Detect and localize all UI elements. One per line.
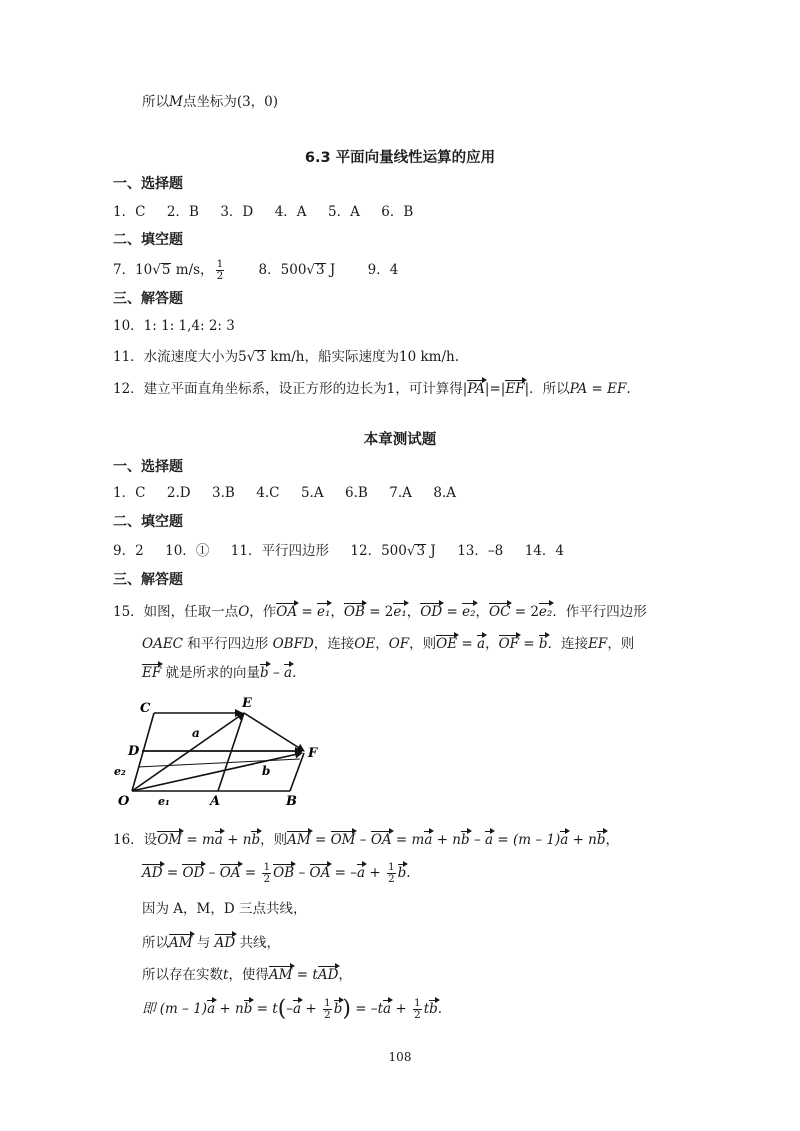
- text: –: [204, 865, 220, 882]
- vector-od: OD: [420, 604, 443, 620]
- text: + n: [568, 832, 597, 848]
- text: .: [626, 381, 631, 397]
- label-a: A: [210, 794, 221, 809]
- text: OE: [354, 636, 376, 652]
- vector-b: b: [251, 832, 261, 848]
- sqrt-sign: √: [406, 543, 416, 559]
- page-number: 108: [388, 1050, 412, 1064]
- q16-line-3: 因为 A，M，D 三点共线，: [142, 901, 307, 917]
- radicand: 3: [256, 349, 265, 365]
- numerator: 1: [263, 861, 271, 873]
- vector-pa: PA: [467, 381, 485, 397]
- text: 所以存在实数: [142, 967, 223, 983]
- text: ，: [605, 832, 620, 848]
- vector-e2: e₂: [538, 604, 553, 620]
- text: .: [406, 865, 411, 882]
- text: =: [310, 832, 331, 848]
- answer-12: [113, 380, 631, 397]
- fill-answers: [113, 544, 564, 559]
- text: .: [437, 1001, 443, 1018]
- q16-line-6: [142, 998, 442, 1021]
- text: ，使得: [228, 967, 269, 983]
- fraction-half: [323, 998, 332, 1021]
- vector-of: OF: [498, 636, 520, 652]
- answer-11: [113, 350, 459, 365]
- text: = m: [182, 832, 215, 848]
- choice-answers: 1．C 2．B 3．D 4．A 5．A 6．B: [113, 204, 414, 220]
- vector-b: b: [333, 1001, 343, 1018]
- vector-oa: OA: [219, 865, 241, 882]
- label-vector-a: a: [192, 726, 200, 740]
- text: ，: [475, 604, 490, 620]
- fraction-half: [413, 998, 422, 1021]
- sqrt-sign: √: [152, 262, 161, 279]
- vector-a: a: [560, 832, 569, 848]
- denominator: 2: [414, 1009, 421, 1022]
- vector-b: b: [260, 665, 269, 681]
- heading-fill: 二、填空题: [113, 514, 183, 530]
- vector-oa: OA: [276, 604, 298, 620]
- vector-a: a: [383, 1001, 392, 1018]
- radicand: 3: [416, 543, 426, 559]
- text: ．连接: [547, 636, 589, 652]
- vector-am: AM: [169, 935, 193, 951]
- vector-ad: AD: [317, 967, 339, 983]
- text: 15．如图，任取一点: [113, 604, 239, 620]
- text: J 13．–8 14．4: [426, 543, 564, 559]
- text: =: [162, 865, 183, 882]
- vector-oa: OA: [309, 865, 331, 882]
- text: OF: [388, 636, 410, 652]
- vector-ef: EF: [142, 665, 162, 681]
- text: 12．建立平面直角坐标系，设正方形的边长为1，可计算得|: [113, 381, 468, 397]
- vector-a: a: [485, 832, 494, 848]
- numerator: 1: [216, 258, 224, 270]
- heading-choice: 一、选择题: [113, 459, 183, 475]
- text: |．所以: [524, 381, 570, 397]
- point-m: M: [169, 94, 183, 110]
- heading-choice: 一、选择题: [113, 176, 183, 192]
- text: ，则: [607, 636, 635, 652]
- vector-a: a: [214, 832, 223, 848]
- text: ，: [485, 636, 499, 652]
- sqrt-sign: √: [246, 349, 256, 365]
- q16-line-4: [142, 934, 280, 951]
- vector-a: a: [293, 1001, 302, 1018]
- label-c: C: [140, 701, 151, 716]
- text: = 2: [510, 604, 539, 620]
- sqrt-sign: √: [306, 262, 316, 279]
- vector-od: OD: [182, 865, 205, 882]
- fraction-half: [387, 862, 396, 885]
- text: ，则: [409, 636, 437, 652]
- vector-ad: AD: [142, 865, 163, 882]
- fraction-half: [262, 862, 271, 885]
- text: =: [457, 636, 478, 652]
- vector-e2: e₂: [462, 604, 476, 620]
- text: 9．2 10．① 11．平行四边形 12．500: [113, 543, 407, 559]
- text: 9．4: [367, 262, 399, 279]
- text: +: [391, 1001, 411, 1018]
- heading-solve: 三、解答题: [113, 572, 183, 588]
- label-e1: e₁: [158, 795, 170, 808]
- text: 和平行四边形: [183, 636, 273, 652]
- vector-ad: AD: [214, 935, 236, 951]
- text: = 2: [364, 604, 394, 620]
- text: 即 (m – 1): [142, 1001, 208, 1018]
- text: = (m – 1): [493, 832, 561, 848]
- vector-a: a: [207, 1001, 216, 1018]
- text: =: [297, 604, 317, 620]
- section-title-6-3: 6.3 平面向量线性运算的应用: [304, 150, 496, 166]
- vector-a: a: [477, 636, 486, 652]
- label-e2: e₂: [114, 765, 126, 778]
- text: ，: [375, 636, 389, 652]
- text: 共线，: [235, 935, 281, 951]
- vector-b: b: [461, 832, 470, 848]
- text: =: [240, 865, 261, 882]
- vector-om: OM: [330, 832, 356, 848]
- vector-om: OM: [157, 832, 183, 848]
- vector-ob: OB: [343, 604, 365, 620]
- q16-line-2: [142, 862, 411, 885]
- vector-b: b: [397, 865, 407, 882]
- label-f: F: [308, 746, 318, 761]
- heading-solve: 三、解答题: [113, 291, 183, 307]
- text: 点坐标为(3，0): [182, 94, 279, 110]
- label-b: B: [286, 794, 297, 809]
- text: +: [365, 865, 385, 882]
- text: = m: [391, 832, 425, 848]
- text: OBFD: [272, 636, 314, 652]
- numerator: 1: [387, 861, 395, 873]
- text: –: [294, 865, 310, 882]
- vector-oc: OC: [489, 604, 511, 620]
- q16-line-5: [142, 966, 352, 983]
- radicand: 5: [161, 262, 171, 279]
- text: m/s，: [171, 262, 214, 279]
- vector-a: a: [356, 865, 366, 882]
- equation: PA = EF: [569, 381, 627, 397]
- auxiliary-line: [138, 759, 300, 767]
- denominator: 2: [324, 1009, 331, 1022]
- vector-oe: OE: [436, 636, 458, 652]
- text: ，: [330, 604, 344, 620]
- text: + n: [222, 832, 252, 848]
- q15-line-2: [142, 635, 634, 652]
- label-o: O: [118, 794, 130, 809]
- text: –: [286, 1001, 294, 1018]
- vector-am: AM: [268, 967, 293, 983]
- text: J: [325, 262, 336, 279]
- vector-ob: OB: [273, 865, 295, 882]
- text: km/h，船实际速度为10 km/h.: [265, 349, 459, 365]
- text: ，作: [249, 604, 277, 620]
- denominator: 2: [216, 270, 224, 283]
- fraction: [216, 259, 225, 282]
- answer-10: 10．1: 1: 1,4: 2: 3: [113, 318, 235, 334]
- fill-answers: [113, 259, 398, 282]
- text: + n: [215, 1001, 244, 1018]
- vector-e1: e₁: [393, 604, 407, 620]
- text: EF: [588, 636, 608, 652]
- heading-fill: 二、填空题: [113, 232, 183, 248]
- text: |=|: [484, 381, 506, 397]
- text: t: [223, 967, 229, 983]
- paren-open: (: [277, 996, 287, 1022]
- denominator: 2: [387, 873, 395, 886]
- text: OAEC: [142, 636, 184, 652]
- vector-am: AM: [287, 832, 311, 848]
- paren-close: ): [342, 996, 351, 1022]
- text: 就是所求的向量: [161, 665, 261, 681]
- text: =: [519, 636, 539, 652]
- parallelogram-figure: [110, 693, 330, 813]
- vector-a: a: [424, 832, 433, 848]
- label-e: E: [242, 696, 252, 711]
- q15-line-3: [142, 664, 296, 681]
- text: –: [355, 832, 371, 848]
- choice-answers: 1．C 2.D 3.B 4.C 5.A 6.B 7.A 8.A: [113, 485, 457, 501]
- vector-b: b: [538, 636, 548, 652]
- text: 7．10: [113, 262, 153, 279]
- vector-a: a: [284, 665, 293, 681]
- vector-oa: OA: [370, 832, 392, 848]
- vector-b: b: [243, 1001, 253, 1018]
- text: 与: [192, 935, 215, 951]
- vector-e1: e₁: [317, 604, 331, 620]
- text: 8．500: [258, 262, 307, 279]
- text: –: [268, 665, 285, 681]
- text: = t: [292, 967, 318, 983]
- text: ，: [406, 604, 421, 620]
- q16-line-1: [113, 831, 619, 848]
- segment-ae: [218, 713, 244, 791]
- vector-ef: EF: [505, 381, 525, 397]
- text: =: [442, 604, 463, 620]
- radicand: 3: [316, 262, 325, 279]
- text: .: [292, 665, 297, 681]
- text: = –t: [350, 1001, 384, 1018]
- text: –: [469, 832, 485, 848]
- text: ，则: [260, 832, 288, 848]
- text: 所以: [142, 935, 169, 951]
- q15-line-1: [113, 603, 647, 620]
- vector-b: b: [596, 832, 606, 848]
- label-d: D: [128, 744, 140, 759]
- chapter-test-title: 本章测试题: [363, 432, 437, 448]
- text: ．作平行四边形: [552, 604, 647, 620]
- text: +: [301, 1001, 322, 1018]
- numerator: 1: [324, 997, 331, 1009]
- text: = t: [252, 1001, 278, 1018]
- denominator: 2: [263, 873, 271, 886]
- text: 16．设: [113, 832, 158, 848]
- point-o: O: [238, 604, 250, 620]
- vector-ef-line: [244, 713, 304, 751]
- label-vector-b: b: [262, 764, 271, 778]
- vector-of-line: [132, 753, 302, 791]
- text: t: [423, 1001, 430, 1018]
- numerator: 1: [414, 997, 421, 1009]
- top-line: [142, 96, 278, 110]
- text: ，: [338, 967, 352, 983]
- text: + n: [432, 832, 461, 848]
- text: 所以: [142, 94, 169, 110]
- text: 11．水流速度大小为5: [113, 349, 247, 365]
- text: ，连接: [313, 636, 355, 652]
- text: = –: [330, 865, 357, 882]
- vector-b: b: [429, 1001, 438, 1018]
